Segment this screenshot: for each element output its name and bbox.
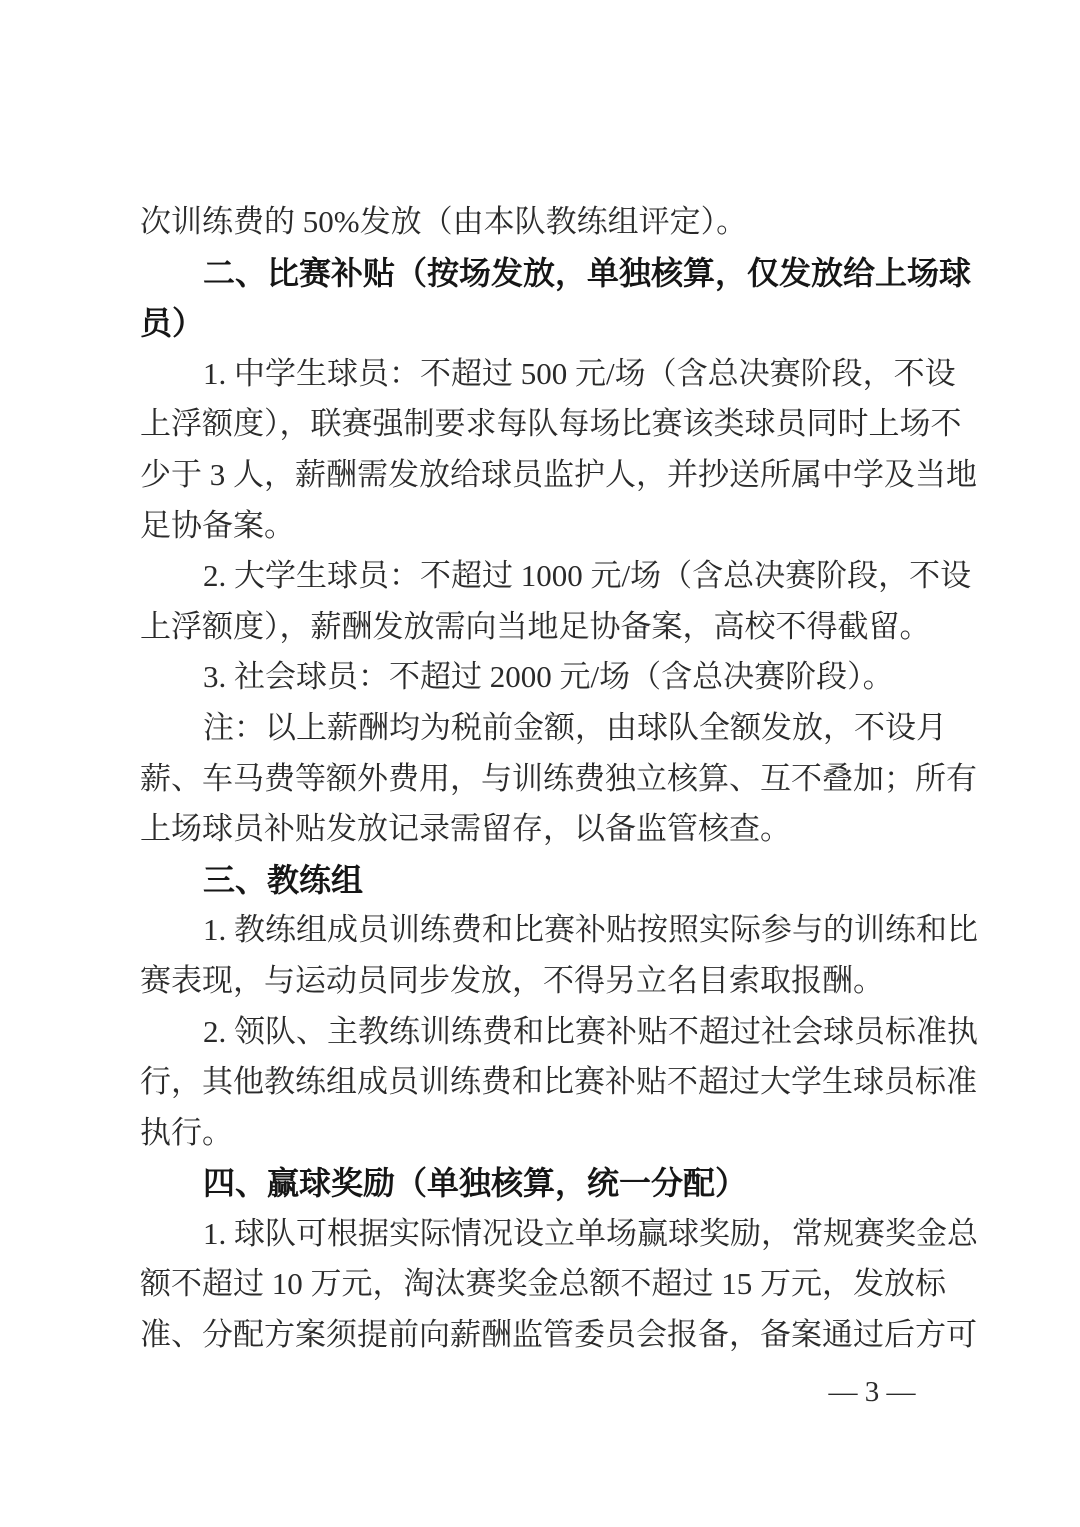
paragraph-line: 3. 社会球员：不超过 2000 元/场（含总决赛阶段）。 [203,659,894,695]
document-body [140,197,978,1361]
paragraph-line: 上浮额度），薪酬发放需向当地足协备案，高校不得截留。 [140,608,931,644]
section-heading-continuation: 员） [140,305,205,342]
paragraph-line: 1. 中学生球员：不超过 500 元/场（含总决赛阶段，不设 [203,355,956,391]
section-heading: 二、比赛补贴（按场发放，单独核算，仅发放给上场球 [203,254,972,291]
paragraph-line: 足协备案。 [140,507,295,543]
paragraph-line: 1. 教练组成员训练费和比赛补贴按照实际参与的训练和比 [203,912,978,948]
paragraph-line: 执行。 [140,1114,233,1150]
paragraph-line: 次训练费的 50%发放（由本队教练组评定）。 [140,204,748,239]
note-line: 注：以上薪酬均为税前金额，由球队全额发放，不设月 [203,709,947,745]
paragraph-line: 2. 大学生球员：不超过 1000 元/场（含总决赛阶段，不设 [203,558,972,594]
paragraph-line: 上浮额度），联赛强制要求每队每场比赛该类球员同时上场不 [140,406,962,442]
paragraph-line: 准、分配方案须提前向薪酬监管委员会报备，备案通过后方可 [140,1317,977,1353]
section-heading: 三、教练组 [203,861,364,898]
section-heading: 四、赢球奖励（单独核算，统一分配） [203,1165,748,1202]
paragraph-line: 额不超过 10 万元，淘汰赛奖金总额不超过 15 万元，发放标 [140,1266,946,1302]
paragraph-line: 1. 球队可根据实际情况设立单场赢球奖励，常规赛奖金总 [203,1215,978,1251]
page-number: — 3 — [828,1376,916,1408]
paragraph-line: 2. 领队、主教练训练费和比赛补贴不超过社会球员标准执 [203,1013,978,1049]
paragraph-line: 行，其他教练组成员训练费和比赛补贴不超过大学生球员标准 [140,1064,977,1100]
paragraph-line: 少于 3 人，薪酬需发放给球员监护人，并抄送所属中学及当地 [140,456,977,492]
note-line: 上场球员补贴发放记录需留存，以备监管核查。 [140,811,791,847]
note-line: 薪、车马费等额外费用，与训练费独立核算、互不叠加；所有 [140,760,977,796]
paragraph-line: 赛表现，与运动员同步发放，不得另立名目索取报酬。 [140,962,884,998]
